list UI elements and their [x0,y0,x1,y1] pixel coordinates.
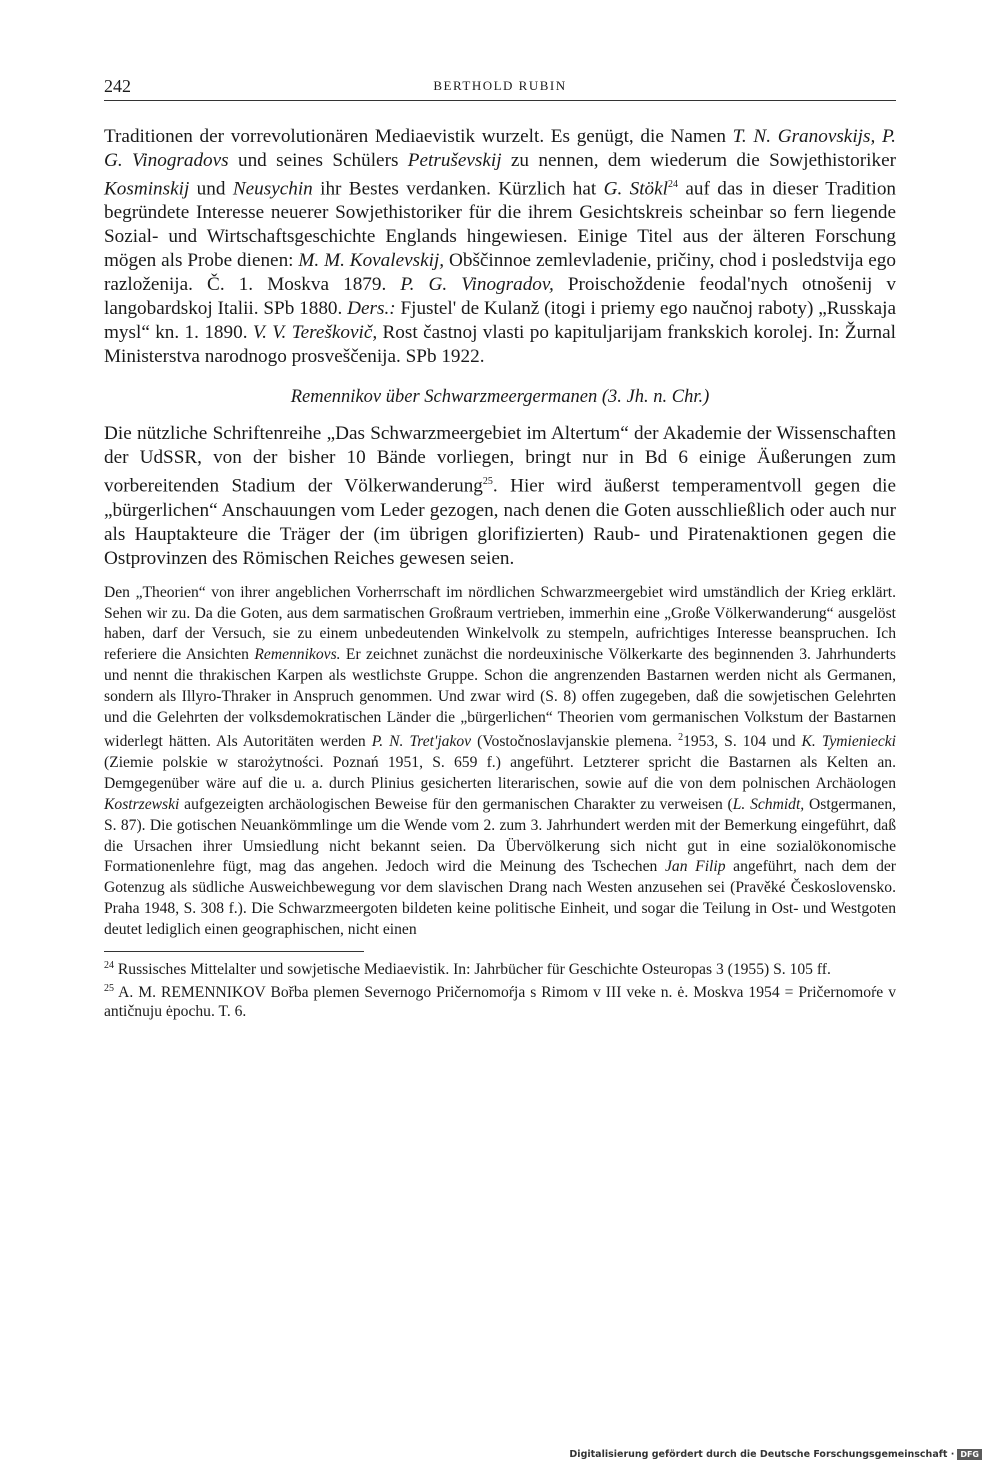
section-paragraph: Die nützliche Schriftenreihe „Das Schwarzmeergebiet im Altertum“ der Akademie der Wissenschaften der UdSSR, von der bisher 10 Bände vorliegen, bringt nur in Bd 6 einige Äußerungen zum vorbereitenden Stadium der Völkerwanderung$^{25}$. Hier wird äußerst temperamentvoll gegen die „bürgerlichen“ Anschauungen vom Leder gezogen, nach denen die Goten ausschließlich oder auch nur als Hauptakteure die Träger der (im übrigen glorifizierten) Raub- und Piratenaktionen gegen die Ostprovinzen des Römischen Reiches gewesen seien. [104,423,896,569]
footnote-25: $^{25}$ A. M. REMENNIKOV Bořba plemen Severnogo Pričernomoŕja s Rimom v III veke n. ė. Moskva 1954 = Pričernomoŕe v antičnuju ėpochu. T. 6. [104,982,896,1020]
footnote-ref-25[interactable]: 25 [482,476,493,488]
digitization-credit: Digitalisierung gefördert durch die Deutsche Forschungsgemeinschaft · DFG [569,1449,982,1460]
page-number: 242 [104,76,131,96]
document-page [104,74,896,1021]
footnote-ref-24[interactable]: 24 [668,179,678,190]
page-header [104,74,896,101]
dfg-logo-icon: DFG [957,1449,982,1460]
section-title: Remennikov über Schwarzmeergermanen (3. Jh. n. Chr.) [290,387,710,408]
footnotes [104,951,896,1021]
small-print-paragraph: Den „Theorien“ von ihrer angeblichen Vorherrschaft im nördlichen Schwarzmeergebiet wird umständlich der Krieg erklärt. Sehen wir zu. Da die Goten, aus dem sarmatischen Großraum vertrieben, immerhin eine „Große Völkerwanderung“ ausgelöst haben, darf der Versuch, sie zu einem unbedeutenden Winkelvolk zu stempeln, aufrichtiges Interesse beanspruchen. Ich referiere die Ansichten Remennikovs. Er zeichnet zunächst die nordeuxinische Völkerkarte des beginnenden 3. Jahrhunderts und nennt die thrakischen Karpen als westlichste Gruppe. Schon die angrenzenden Bastarnen werden nicht als Germanen, sondern als Illyro-Thraker in Anspruch genommen. Und zwar wird (S. 8) offen zugegeben, daß die sowjetischen Gelehrten und die Gelehrten der volksdemokratischen Länder die „bürgerlichen“ Theorien vom germanischen Volkstum der Bastarnen widerlegt hätten. Als Autoritäten werden P. N. Tret'jakov (Vostočnoslavjanskie plemena. $^2$1953, S. 104 und K. Tymieniecki (Ziemie polskie w starożytności. Poznań 1951, S. 659 f.) angeführt. Letzterer spricht die Bastarnen als Kelten an. Demgegenüber wäre auf die u. a. durch Plinius gesicherten literarischen, sowie auf die von dem polnischen Archäologen Kostrzewski aufgezeigten archäologischen Beweise für den germanischen Charakter zu verweisen (L. Schmidt, Ostgermanen, S. 87). Die gotischen Neuankömmlinge um die Wende vom 2. zum 3. Jahrhundert werden mit der Bemerkung eingeführt, daß die Ursachen ihrer Umsiedlung nicht bekannt seien. Da Übervölkerung sich nicht gut in eine sozialökonomische Formationenlehre fügt, mag das angehen. Jedoch wird die Meinung des Tschechen Jan Filip angeführt, nach dem der Gotenzug als südliche Ausweichbewegung vor dem slavischen Drang nach Westen anzusehen sei (Pravěké Československo. Praha 1948, S. 308 f.). Die Schwarzmeergoten bildeten keine politische Einheit, und sogar die Teilung in Ost- und Westgoten deutet lediglich einen geographischen, nicht einen [104,583,897,938]
footnote-24: $^{24}$ Russisches Mittelalter und sowjetische Mediaevistik. In: Jahrbücher für Geschichte Osteuropas 3 (1955) S. 105 ff. [104,959,831,978]
intro-paragraph: Traditionen der vorrevolutionären Mediaevistik wurzelt. Es genügt, die Namen T. N. Granovskijs, P. G. Vinogradovs und seines Schülers Petruševskij zu nennen, dem wiederum die Sowjethistoriker Kosminskij und Neusychin ihr Bestes verdanken. Kürzlich hat G. Stökl$^{24}$ auf das in dieser Tradition begründete Interesse neuerer Sowjethistoriker für die ihrem Gesichtskreis scheinbar so fern liegende Sozial- und Wirtschaftsgeschichte Englands hingewiesen. Einige Titel aus der älteren Forschung mögen als Probe dienen: M. M. Kovalevskij, Obščinnoe zemlevladenie, pričiny, chod i posledstvija ego razloženija. Č. 1. Moskva 1879. P. G. Vinogradov, Proischoždenie feodal'nych otnošenij v langobardskoj Italii. SPb 1880. Ders.: Fjustel' de Kulanž (itogi i priemy ego naučnoj raboty) „Russkaja mysl“ kn. 1. 1890. V. V. Tereškovič, Rost častnoj vlasti po kapituljarijam frankskich korolej. In: Žurnal Ministerstva narodnogo prosveščenija. SPb 1922. [104,126,897,368]
running-head: BERTHOLD RUBIN [433,78,567,93]
